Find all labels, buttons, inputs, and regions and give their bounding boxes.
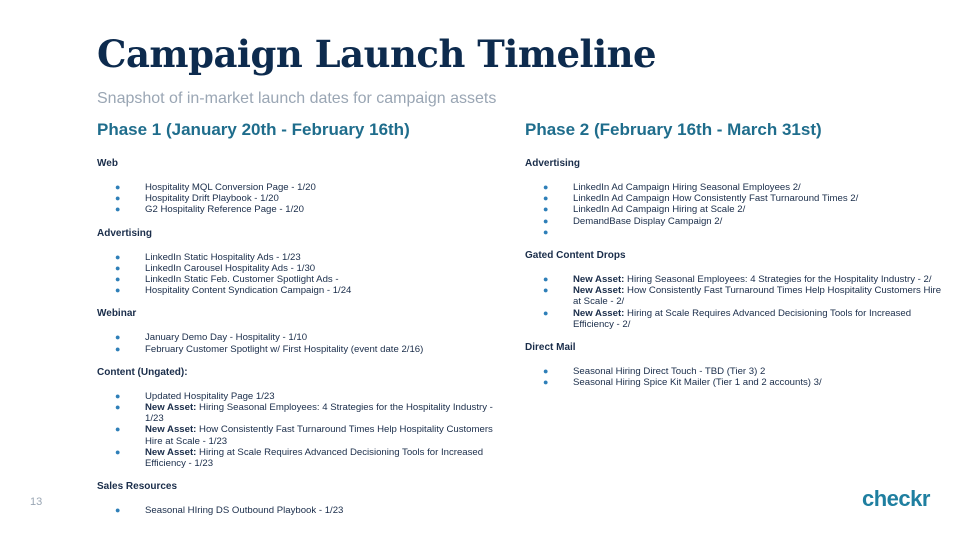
phase2-heading: Phase 2 (February 16th - March 31st) [525, 120, 822, 139]
list-item [97, 193, 497, 204]
item-text: LinkedIn Ad Campaign Hiring Seasonal Employees 2/ [573, 182, 801, 193]
item-text: Seasonal Hiring Spice Kit Mailer (Tier 1 and 2 accounts) 3/ [573, 377, 822, 389]
list-item [97, 263, 497, 274]
section-heading: Sales Resources [97, 481, 178, 493]
bullet-list [97, 505, 497, 516]
section-heading: Advertising [525, 158, 581, 169]
item-text: Hiring Seasonal Employees: 4 Strategies for the Hospitality Industry - 1/23 [145, 402, 493, 425]
list-item [525, 182, 945, 193]
item-bold-label: New Asset: [145, 402, 197, 414]
bullet-list [525, 274, 945, 330]
bullet-list [97, 182, 497, 216]
bullet-icon: ● [115, 285, 121, 296]
list-item [97, 424, 497, 446]
bullet-list [97, 391, 497, 469]
list-item [97, 274, 497, 285]
list-item [97, 447, 497, 469]
bullet-icon: ● [543, 182, 549, 192]
list-item [97, 252, 497, 263]
phase2-column [525, 120, 945, 400]
item-text: How Consistently Fast Turnaround Times Help Hospitality Customers Hire at Scale - 1/23 [145, 424, 493, 447]
section-heading: Content (Ungated): [97, 366, 188, 378]
list-item [97, 285, 497, 296]
bullet-icon: ● [543, 226, 549, 237]
bullet-list [97, 252, 497, 297]
bullet-icon: ● [115, 193, 121, 204]
item-text: DemandBase Display Campaign 2/ [573, 215, 723, 227]
list-item [97, 505, 497, 516]
page-subtitle: Snapshot of in-market launch dates for campaign assets [97, 90, 497, 107]
section-heading: Webinar [97, 308, 137, 320]
list-item [525, 285, 945, 307]
bullet-icon: ● [115, 332, 121, 343]
list-item [525, 366, 945, 377]
item-text: Hospitality Drift Playbook - 1/20 [145, 193, 279, 205]
bullet-icon: ● [543, 377, 549, 388]
item-text: LinkedIn Ad Campaign How Consistently Fast Turnaround Times 2/ [573, 193, 859, 205]
bullet-list [97, 332, 497, 354]
item-text: Hiring at Scale Requires Advanced Decisioning Tools for Increased Efficiency - 1/23 [145, 446, 484, 470]
item-text: Seasonal HIring DS Outbound Playbook - 1/23 [145, 505, 344, 517]
item-bold-label: New Asset: [145, 424, 197, 436]
section-heading: Web [97, 158, 118, 169]
bullet-icon: ● [115, 402, 121, 413]
phase2-sections [525, 158, 945, 388]
bullet-list [525, 366, 945, 388]
item-text: Hiring at Scale Requires Advanced Decisioning Tools for Increased Efficiency - 2/ [573, 307, 912, 330]
bullet-icon: ● [543, 193, 549, 204]
item-text: January Demo Day - Hospitality - 1/10 [145, 332, 308, 344]
bullet-icon: ● [115, 424, 121, 435]
item-text: LinkedIn Ad Campaign Hiring at Scale 2/ [573, 204, 746, 216]
list-item [525, 274, 945, 285]
list-item [525, 308, 945, 330]
phase1-sections [97, 158, 497, 516]
list-item [525, 377, 945, 388]
bullet-icon: ● [543, 366, 549, 377]
list-item [525, 216, 945, 227]
list-item [97, 344, 497, 355]
bullet-icon: ● [115, 274, 121, 285]
section-heading: Direct Mail [525, 342, 576, 354]
item-text: LinkedIn Static Feb. Customer Spotlight Ads - [145, 274, 339, 286]
item-text: How Consistently Fast Turnaround Times Help Hospitality Customers Hire at Scale - 2/ [573, 285, 942, 308]
section-heading: Advertising [97, 227, 153, 239]
list-item [97, 391, 497, 402]
item-text: Seasonal Hiring Direct Touch - TBD (Tier 3) 2 [573, 366, 766, 378]
list-item [525, 193, 945, 204]
bullet-icon: ● [115, 390, 121, 401]
bullet-icon: ● [115, 505, 121, 516]
item-bold-label: New Asset: [573, 307, 625, 319]
bullet-icon: ● [115, 343, 121, 354]
item-bold-label: New Asset: [573, 274, 625, 285]
bullet-icon: ● [115, 251, 121, 262]
bullet-icon: ● [115, 182, 121, 192]
bullet-list [525, 182, 945, 238]
bullet-icon: ● [543, 215, 549, 226]
phase1-heading: Phase 1 (January 20th - February 16th) [97, 120, 410, 139]
item-bold-label: New Asset: [145, 446, 197, 458]
item-text: Hiring Seasonal Employees: 4 Strategies for the Hospitality Industry - 2/ [624, 274, 932, 285]
phase1-column [97, 120, 497, 528]
bullet-icon: ● [543, 274, 549, 284]
list-item [97, 332, 497, 343]
list-item [525, 227, 945, 238]
bullet-icon: ● [543, 307, 549, 318]
item-text: LinkedIn Carousel Hospitality Ads - 1/30 [145, 262, 316, 274]
item-text: Hospitality Content Syndication Campaign - 1/24 [145, 285, 352, 297]
item-bold-label: New Asset: [573, 285, 625, 297]
list-item [525, 204, 945, 215]
item-text: Hospitality MQL Conversion Page - 1/20 [145, 182, 316, 193]
section-heading: Gated Content Drops [525, 250, 626, 261]
item-text: G2 Hospitality Reference Page - 1/20 [145, 204, 304, 216]
bullet-icon: ● [543, 204, 549, 215]
list-item [97, 402, 497, 424]
checkr-logo: checkr [862, 486, 930, 511]
bullet-icon: ● [115, 446, 121, 457]
item-text: Updated Hospitality Page 1/23 [145, 390, 275, 402]
item-text: February Customer Spotlight w/ First Hospitality (event date 2/16) [145, 343, 424, 355]
item-text: LinkedIn Static Hospitality Ads - 1/23 [145, 251, 301, 263]
bullet-icon: ● [115, 204, 121, 215]
list-item [97, 182, 497, 193]
list-item [97, 204, 497, 215]
page-title: Campaign Launch Timeline [97, 32, 657, 76]
bullet-icon: ● [543, 285, 549, 296]
page-number: 13 [30, 496, 43, 508]
bullet-icon: ● [115, 262, 121, 273]
